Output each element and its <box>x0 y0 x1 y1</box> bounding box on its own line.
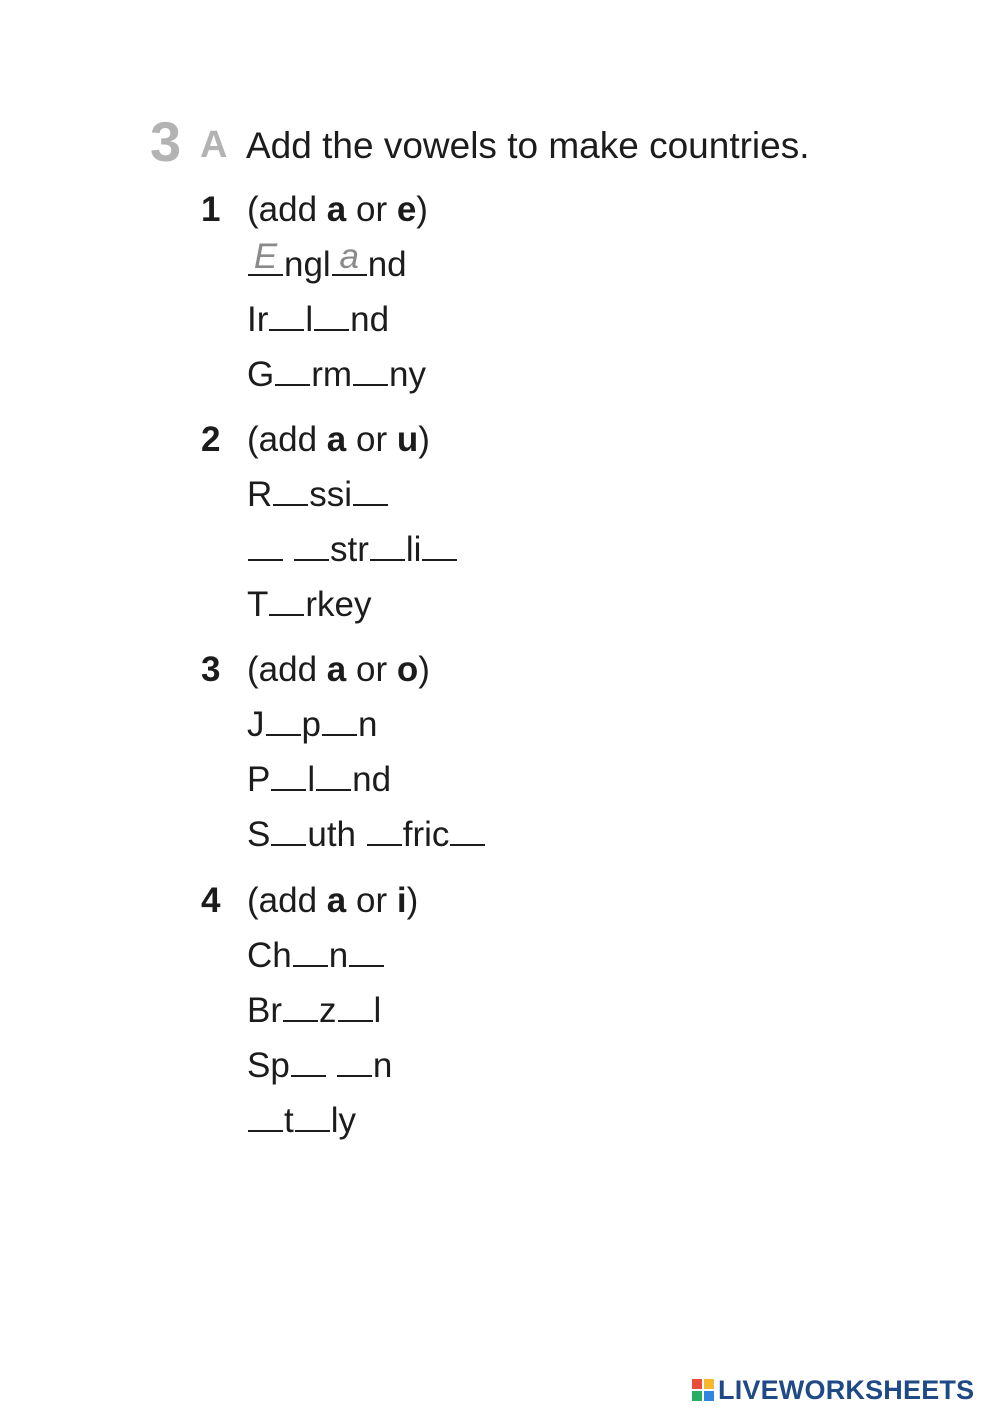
vowel-blank[interactable] <box>271 843 306 846</box>
vowel-blank[interactable] <box>271 788 306 791</box>
vowel-blank[interactable] <box>293 964 328 967</box>
country-word <box>247 762 391 797</box>
word-letters: str <box>330 530 369 569</box>
group-number: 1 <box>201 190 221 229</box>
instruction-text: (add <box>247 420 327 459</box>
vowel-blank[interactable] <box>353 383 388 386</box>
logo-square-3 <box>692 1391 702 1401</box>
word-letters: fric <box>402 815 450 854</box>
word-letters: uth <box>307 815 366 854</box>
vowel-option: a <box>326 881 347 920</box>
group-instruction <box>247 422 430 457</box>
word-letters: R <box>247 475 273 514</box>
word-letters: n <box>372 1046 393 1085</box>
group-4-heading <box>201 883 418 918</box>
vowel-option: a <box>326 420 347 459</box>
word-letters: Ch <box>247 936 292 975</box>
country-word <box>247 587 372 622</box>
country-word <box>247 532 458 567</box>
instruction-text: (add <box>247 650 327 689</box>
word-letters: li <box>405 530 422 569</box>
vowel-blank[interactable] <box>283 1019 318 1022</box>
word-letters: nd <box>352 760 392 799</box>
country-word <box>247 1103 356 1138</box>
vowel-blank[interactable] <box>332 237 367 276</box>
vowel-blank[interactable] <box>450 843 485 846</box>
vowel-blank[interactable] <box>273 503 308 506</box>
word-letters: Br <box>247 991 282 1030</box>
word-letters: T <box>247 585 269 624</box>
word-letters: ly <box>330 1101 357 1140</box>
country-word <box>247 817 486 852</box>
vowel-blank[interactable] <box>269 613 304 616</box>
country-word <box>247 938 385 973</box>
vowel-option: u <box>396 420 419 459</box>
instruction-text: ) <box>418 420 430 459</box>
word-letters: Ir <box>247 300 269 339</box>
word-letters: ngl <box>284 245 331 284</box>
vowel-blank[interactable] <box>338 1019 373 1022</box>
logo-text: LIVEWORKSHEETS <box>718 1374 975 1405</box>
word-letters: S <box>247 815 271 854</box>
instruction-text: or <box>346 881 397 920</box>
group-number: 4 <box>201 881 221 920</box>
group-2-heading <box>201 422 430 457</box>
country-word <box>247 993 381 1028</box>
word-letters: rkey <box>305 585 372 624</box>
word-letters: Sp <box>247 1046 290 1085</box>
liveworksheets-logo <box>692 1373 974 1407</box>
word-letters: n <box>357 705 378 744</box>
vowel-option: e <box>396 190 417 229</box>
vowel-blank[interactable] <box>248 558 283 561</box>
exercise-number: 3 <box>150 110 182 173</box>
group-instruction <box>247 883 418 918</box>
example-answer: a <box>339 237 359 276</box>
vowel-option: a <box>326 650 347 689</box>
group-number: 3 <box>201 650 221 689</box>
word-letters: rm <box>311 355 353 394</box>
word-letters: z <box>319 991 337 1030</box>
vowel-blank[interactable] <box>314 328 349 331</box>
country-word <box>247 237 407 284</box>
logo-icon <box>692 1379 714 1401</box>
word-letters: G <box>247 355 275 394</box>
vowel-blank[interactable] <box>370 558 405 561</box>
vowel-blank[interactable] <box>316 788 351 791</box>
instruction-text: or <box>346 420 397 459</box>
word-letters: P <box>247 760 271 799</box>
vowel-option: a <box>326 190 347 229</box>
word-letters: nd <box>367 245 407 284</box>
instruction-text: ) <box>418 650 430 689</box>
word-letters: ny <box>389 355 427 394</box>
word-letters: nd <box>350 300 390 339</box>
instruction-text: or <box>346 190 397 229</box>
exercise-title: Add the vowels to make countries. <box>246 124 810 166</box>
vowel-blank[interactable] <box>322 733 357 736</box>
example-answer: E <box>253 237 278 276</box>
logo-square-2 <box>704 1379 714 1389</box>
country-word <box>247 477 389 512</box>
word-letters: ssi <box>309 475 353 514</box>
word-letters: J <box>247 705 265 744</box>
group-instruction <box>247 192 428 227</box>
instruction-text: or <box>346 650 397 689</box>
word-letters: l <box>305 300 314 339</box>
word-letters: l <box>307 760 316 799</box>
exercise-letter: A <box>200 124 228 166</box>
instruction-text: (add <box>247 881 327 920</box>
word-letters: p <box>301 705 321 744</box>
group-3-heading <box>201 652 430 687</box>
logo-square-4 <box>704 1391 714 1401</box>
instruction-text: (add <box>247 190 327 229</box>
vowel-blank[interactable] <box>422 558 457 561</box>
exercise-header <box>150 112 810 172</box>
group-1-heading <box>201 192 428 227</box>
word-letters: l <box>373 991 382 1030</box>
vowel-blank[interactable] <box>337 1074 372 1077</box>
country-word <box>247 302 389 337</box>
country-word <box>247 357 426 392</box>
word-letters: t <box>284 1101 294 1140</box>
word-letters: n <box>328 936 349 975</box>
instruction-text: ) <box>406 881 419 920</box>
country-word <box>247 707 377 742</box>
vowel-blank[interactable] <box>353 503 388 506</box>
country-word <box>247 1048 392 1083</box>
vowel-blank[interactable] <box>248 1129 283 1132</box>
vowel-blank[interactable] <box>291 1074 326 1077</box>
vowel-option: o <box>396 650 419 689</box>
logo-square-1 <box>692 1379 702 1389</box>
vowel-blank[interactable] <box>367 843 402 846</box>
vowel-blank[interactable] <box>349 964 384 967</box>
vowel-option: i <box>396 881 407 920</box>
vowel-blank[interactable] <box>275 383 310 386</box>
vowel-blank[interactable] <box>294 558 329 561</box>
vowel-blank[interactable] <box>266 733 301 736</box>
vowel-blank[interactable] <box>248 237 283 276</box>
instruction-text: ) <box>416 190 428 229</box>
vowel-blank[interactable] <box>295 1129 330 1132</box>
vowel-blank[interactable] <box>269 328 304 331</box>
group-instruction <box>247 652 430 687</box>
group-number: 2 <box>201 420 221 459</box>
